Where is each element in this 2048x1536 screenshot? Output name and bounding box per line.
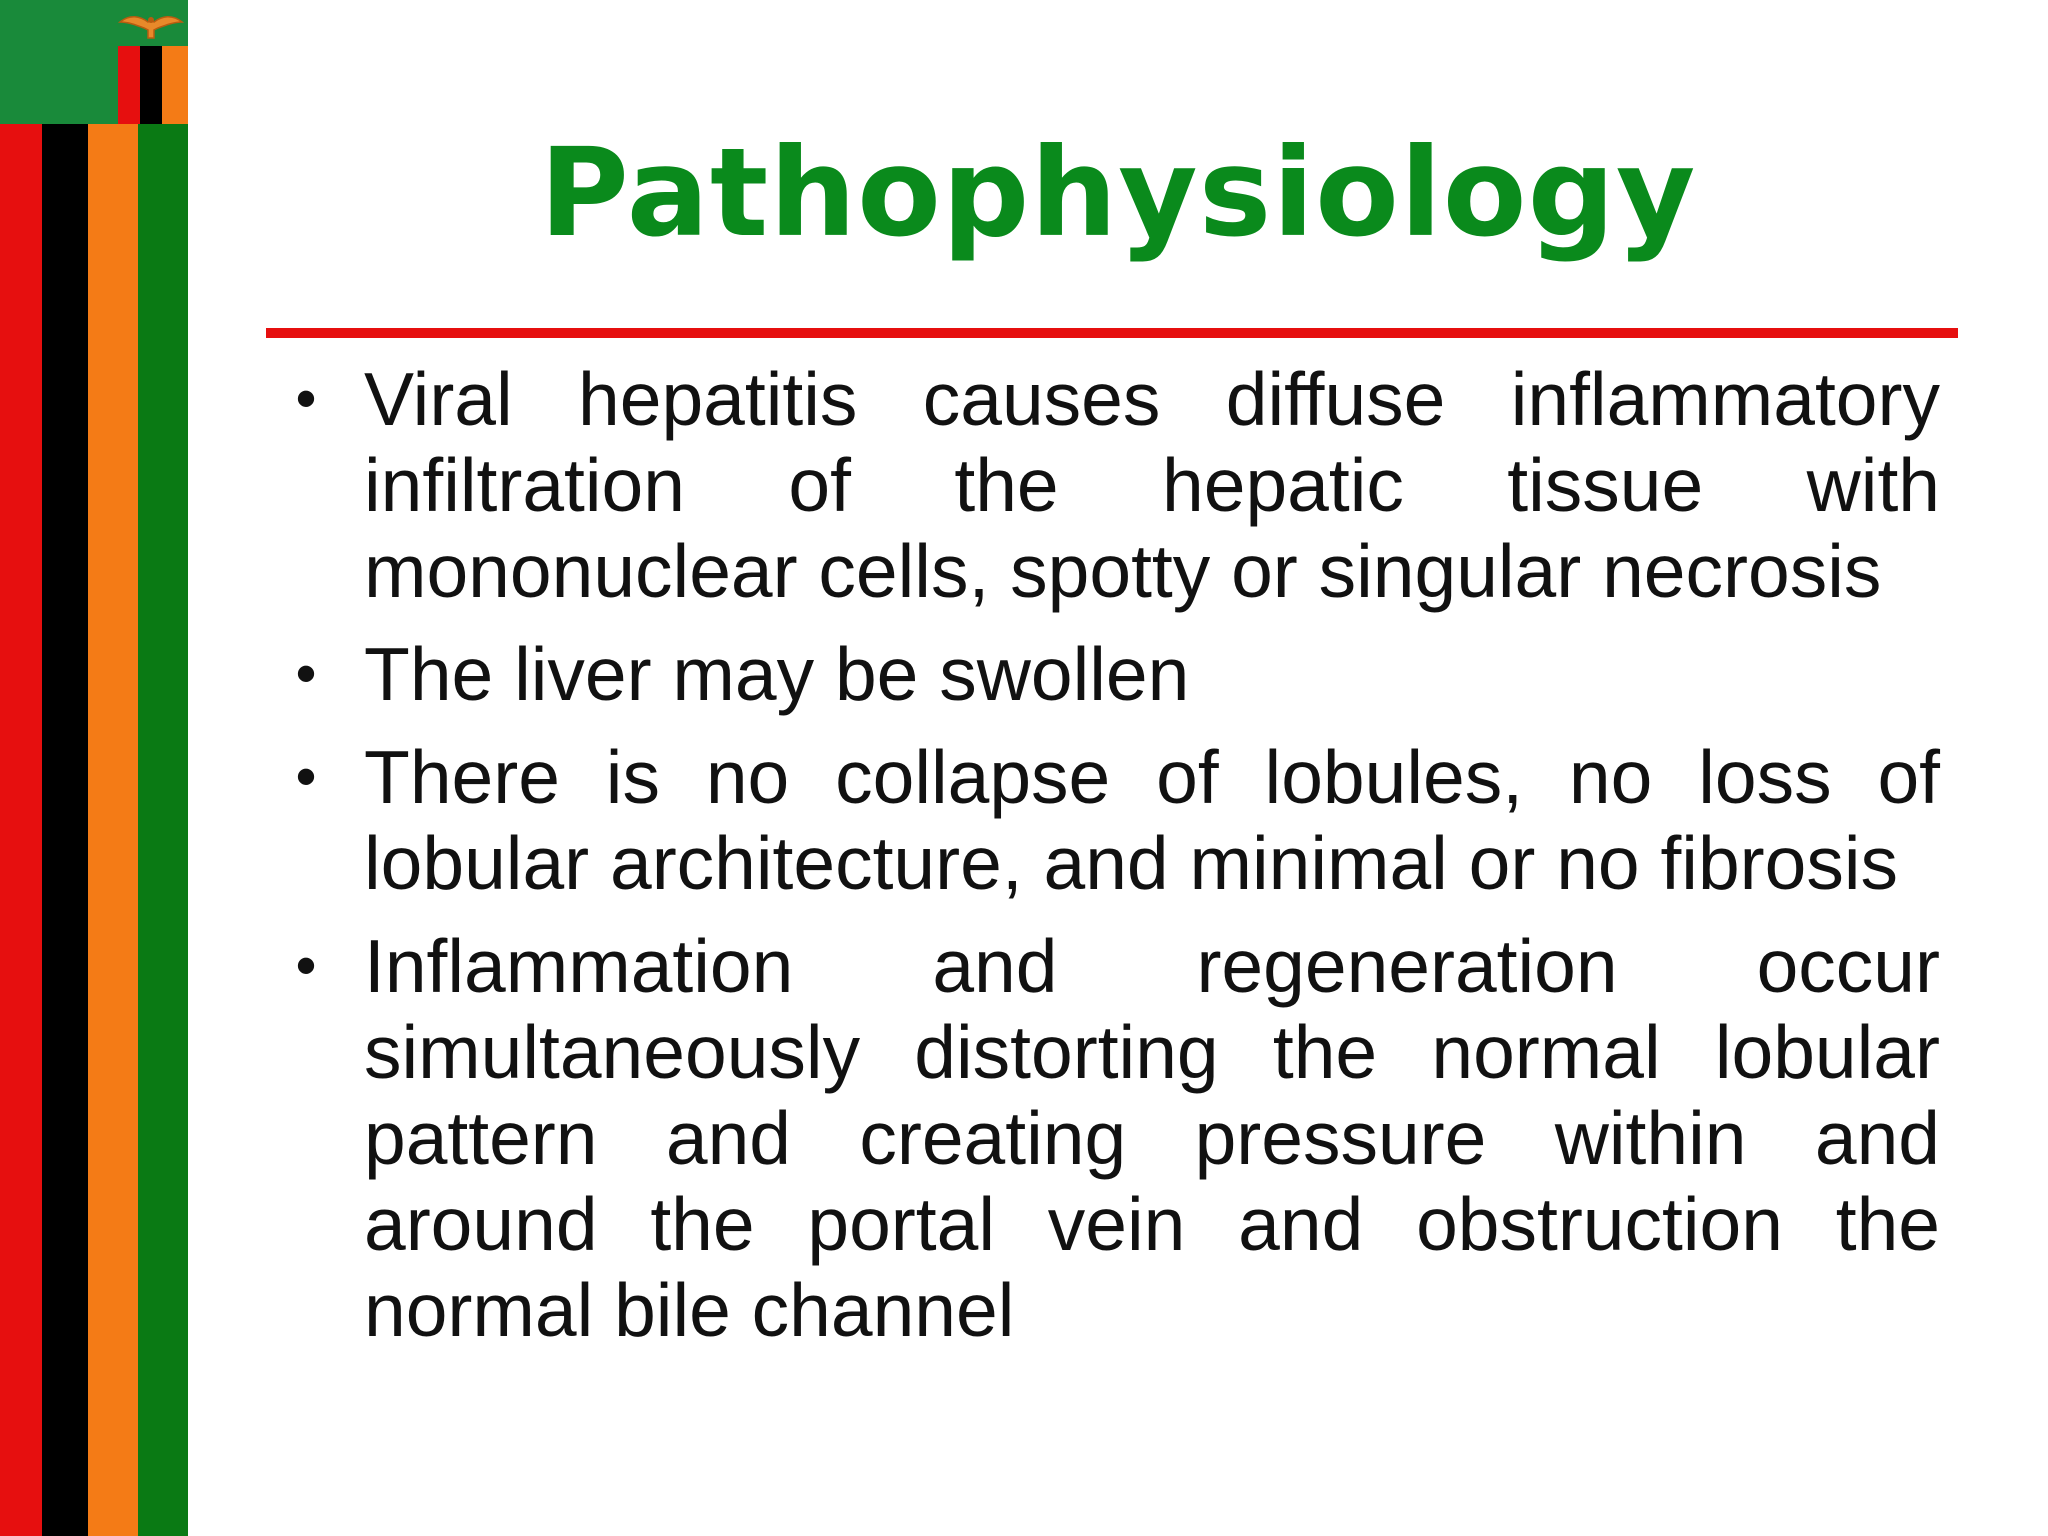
slide-title: Pathophysiology: [539, 122, 1697, 264]
bullet-dot: •: [295, 640, 317, 707]
bullet-list: [295, 356, 1940, 1370]
sidebar-green-stripe: [138, 124, 188, 1536]
bullet-text: Viral hepatitis causes diffuse inflammatory infiltration of the hepatic tissue with mononuclear cells, spotty or singular necrosis: [364, 357, 1940, 613]
bullet-item: [295, 356, 1940, 614]
sidebar-red-stripe: [0, 124, 42, 1536]
flag-red-stripe: [118, 46, 140, 124]
bullet-dot: •: [295, 743, 317, 810]
bullet-item: [295, 734, 1940, 906]
flag-orange-stripe: [162, 46, 188, 124]
bullet-item: [295, 923, 1940, 1353]
eagle-emblem-icon: [118, 8, 184, 42]
flag-black-stripe: [140, 46, 162, 124]
flag-sidebar: [0, 0, 188, 1536]
bullet-text: There is no collapse of lobules, no loss of lobular architecture, and minimal or no fibrosis: [364, 735, 1940, 905]
sidebar-black-stripe: [42, 124, 88, 1536]
bullet-text: Inflammation and regeneration occur simultaneously distorting the normal lobular pattern and creating pressure within and around the portal vein and obstruction the normal bile channel: [364, 924, 1940, 1352]
bullet-item: [295, 631, 1940, 717]
bullet-dot: •: [295, 365, 317, 432]
bullet-text: The liver may be swollen: [364, 632, 1190, 716]
bullet-dot: •: [295, 932, 317, 999]
zambia-flag: [0, 0, 188, 124]
title-underline: [266, 328, 1958, 338]
sidebar-orange-stripe: [88, 124, 138, 1536]
